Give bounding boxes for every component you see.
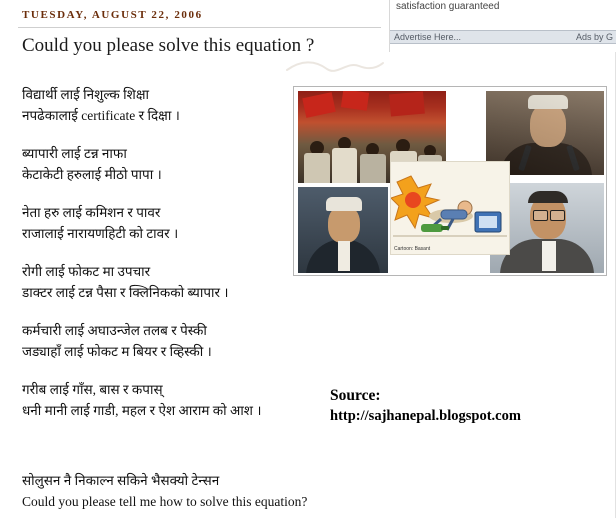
title-divider [18, 27, 381, 28]
poem-line: ब्यापारी लाई टन्न नाफा [22, 146, 127, 161]
poem-line: गरीब लाई गाँस, बास र कपास् [22, 382, 163, 397]
cartoon-drawing [391, 162, 509, 254]
poem-line: डाक्टर लाई टन्न पैसा र क्लिनिकको ब्यापार । [22, 285, 229, 300]
ad-footer-bar[interactable] [390, 30, 616, 44]
source-label: Source: [330, 387, 381, 404]
ad-headline: satisfaction guaranteed [396, 1, 500, 12]
poem-stanza [22, 143, 302, 185]
image-collage [293, 86, 607, 276]
poem-stanza [22, 202, 302, 244]
source-credit [330, 386, 521, 426]
politician-with-topi-photo [298, 187, 388, 273]
poem-line: रोगी लाई फोकट मा उपचार [22, 264, 151, 279]
advertise-here-link[interactable]: Advertise Here... [394, 32, 462, 42]
post-title: Could you please solve this equation ? [22, 35, 315, 56]
political-cartoon [390, 161, 510, 255]
poem-line: जड्याहाँ लाई फोकट म बियर र व्हिस्की । [22, 344, 212, 359]
poem-line: धनी मानी लाई गाडी, महल र ऐश आराम को आश । [22, 403, 262, 418]
source-url[interactable]: http://sajhanepal.blogspot.com [330, 408, 521, 424]
poem-line: केटाकेटी हरुलाई मीठो पापा । [22, 167, 162, 182]
decorative-swirl-icon [285, 58, 385, 74]
ads-by-google-label[interactable]: Ads by G [575, 32, 613, 42]
poem-line: नेता हरु लाई कमिशन र पावर [22, 205, 161, 220]
poem-body [22, 84, 302, 421]
poem-stanza [22, 261, 302, 303]
poem-line: राजालाई नारायणहिटी को टावर । [22, 226, 179, 241]
post-date: TUESDAY, AUGUST 22, 2006 [22, 9, 203, 21]
poem-line: विद्यार्थी लाई निशुल्क शिक्षा [22, 87, 150, 102]
poem-closing [22, 470, 422, 512]
closing-line-english: Could you please tell me how to solve this equation? [22, 494, 308, 509]
poem-line: कर्मचारी लाई अघाउन्जेल तलब र पेस्की [22, 323, 207, 338]
cartoon-caption: Cartoon: Basant [394, 246, 431, 252]
poem-line: नपढेकालाई certificate र दिक्षा । [22, 108, 180, 123]
poem-stanza [22, 379, 302, 421]
poem-stanza [22, 84, 302, 126]
closing-line-nepali: सोलुसन नै निकाल्न सकिने भैसक्यो टेन्सन [22, 473, 220, 488]
advertisement-strip [389, 0, 616, 52]
poem-stanza [22, 320, 302, 362]
